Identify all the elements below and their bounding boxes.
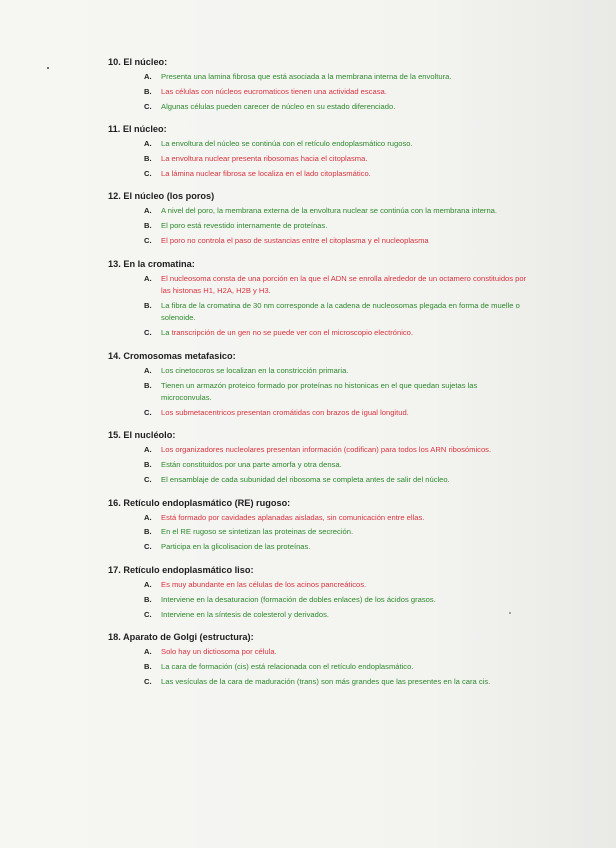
option-text: Están constituidos por una parte amorfa y otra densa. <box>161 460 342 470</box>
answer-option <box>108 579 528 591</box>
option-text: Participa en la glicolisacion de las proteínas. <box>161 542 311 552</box>
question-block <box>108 631 528 688</box>
question-block <box>108 564 528 621</box>
question-block <box>108 56 528 113</box>
option-text: Es muy abundante en las células de los acinos pancreáticos. <box>161 579 367 589</box>
option-letter: A. <box>144 273 152 283</box>
option-letter: A. <box>144 72 152 81</box>
option-text: A nivel del poro, la membrana externa de la envoltura nuclear se continúa con la membrana interna. <box>161 206 498 216</box>
answer-option <box>108 541 528 553</box>
answer-option <box>108 138 528 150</box>
answer-option <box>108 273 528 298</box>
answer-option <box>108 407 528 419</box>
question-title: 13. En la cromatina: <box>108 258 195 269</box>
question-title: 17. Retículo endoplasmático liso: <box>108 564 254 575</box>
option-text: Está formado por cavidades aplanadas aisladas, sin comunicación entre ellas. <box>161 512 425 522</box>
answer-option <box>108 661 528 673</box>
question-block <box>108 350 528 420</box>
option-letter: C. <box>144 236 152 246</box>
question-block <box>108 258 528 340</box>
option-text: Tienen un armazón proteico formado por proteínas no histonicas en el que quedan sujetas las microconvulas. <box>161 380 478 402</box>
option-letter: A. <box>144 139 152 149</box>
option-text: La lámina nuclear fibrosa se localiza en el lado citoplasmático. <box>161 169 371 179</box>
option-text: Interviene en la desaturacion (formación de dobles enlaces) de los ácidos grasos. <box>161 594 436 604</box>
option-text: Los organizadores nucleolares presentan información (codifican) para todos los ARN ribosómicos. <box>161 445 492 455</box>
option-letter: C. <box>144 328 152 338</box>
option-text: La <box>161 328 172 338</box>
answer-option <box>108 71 528 83</box>
option-text: transcripción de un gen no se puede ver con el microscopio electrónico. <box>171 328 414 338</box>
option-letter: C. <box>144 475 152 485</box>
answer-option <box>108 646 528 658</box>
answer-option <box>108 474 528 486</box>
option-text: Los submetacentricos presentan cromátidas con brazos de igual longitud. <box>161 407 409 417</box>
question-title: 15. El nucléolo: <box>108 430 176 441</box>
option-text: La cara de formación (cis) está relacionada con el retículo endoplasmático. <box>161 661 414 671</box>
option-letter: C. <box>144 542 152 552</box>
option-letter: B. <box>144 380 152 390</box>
option-text: Algunas células pueden carecer de núcleo en su estado diferenciado. <box>161 101 396 111</box>
answer-option <box>108 235 528 247</box>
option-letter: A. <box>144 579 152 589</box>
option-letter: A. <box>144 512 152 522</box>
option-letter: B. <box>144 594 152 604</box>
answer-option <box>108 526 528 538</box>
option-letter: C. <box>144 676 152 686</box>
question-title: 16. Retículo endoplasmático (RE) rugoso: <box>108 497 291 508</box>
option-text: En el RE rugoso se sintetizan las proteinas de secreción. <box>161 527 354 537</box>
question-title: 12. El núcleo (los poros) <box>108 191 215 202</box>
option-letter: A. <box>144 646 152 656</box>
question-list <box>108 56 528 698</box>
answer-option <box>108 444 528 456</box>
option-text: Interviene en la síntesis de colesterol y derivados. <box>161 609 329 619</box>
question-title: 10. El núcleo: <box>108 57 168 67</box>
option-letter: C. <box>144 407 152 417</box>
answer-option <box>108 101 528 113</box>
option-text: El poro no controla el paso de sustancias entre el citoplasma y el nucleoplasma <box>161 236 429 246</box>
answer-option <box>108 676 528 688</box>
option-text: La envoltura nuclear presenta ribosomas hacia el citoplasma. <box>161 154 368 164</box>
answer-option <box>108 327 528 339</box>
answer-option <box>108 153 528 165</box>
option-letter: C. <box>144 169 152 179</box>
option-text: El poro está revestido internamente de proteínas. <box>161 221 328 231</box>
option-text: Presenta una lamina fibrosa que está asociada a la membrana interna de la envoltura. <box>161 72 452 81</box>
option-text: La fibra de la cromatina de 30 nm corresponde a la cadena de nucleosomas plegada en forma de muelle o solenoide. <box>161 300 520 323</box>
answer-option <box>108 365 528 377</box>
question-block <box>108 497 528 554</box>
option-letter: A. <box>144 206 152 216</box>
answer-option <box>108 512 528 524</box>
answer-option <box>108 459 528 471</box>
option-letter: C. <box>144 101 152 111</box>
option-text: El nucleosoma consta de una porción en la que el ADN se enrolla alrededor de un octamero constituidos por las histonas H1, H2A, H2B y H3. <box>161 273 527 296</box>
option-letter: C. <box>144 609 152 619</box>
answer-option <box>108 205 528 217</box>
option-letter: B. <box>144 300 152 310</box>
option-letter: A. <box>144 445 152 455</box>
question-block <box>108 429 528 486</box>
option-letter: B. <box>144 527 152 537</box>
answer-option <box>108 220 528 232</box>
question-title: 18. Aparato de Golgi (estructura): <box>108 631 254 642</box>
option-letter: B. <box>144 86 152 96</box>
answer-option <box>108 168 528 180</box>
question-block <box>108 190 528 247</box>
answer-option <box>108 609 528 621</box>
answer-option <box>108 300 528 325</box>
answer-option <box>108 594 528 606</box>
question-block <box>108 123 528 180</box>
scan-dot <box>47 67 49 69</box>
option-letter: B. <box>144 221 152 231</box>
answer-option <box>108 380 528 405</box>
option-text: Solo hay un dictiosoma por célula. <box>161 646 277 656</box>
answer-option <box>108 86 528 98</box>
option-text: La envoltura del núcleo se continúa con el retículo endoplasmático rugoso. <box>161 139 413 149</box>
option-letter: B. <box>144 661 152 671</box>
option-letter: B. <box>144 460 152 470</box>
option-text: El ensamblaje de cada subunidad del ribosoma se completa antes de salir del núcleo. <box>161 475 450 485</box>
option-text: Las células con núcleos eucromaticos tienen una actividad escasa. <box>161 86 387 96</box>
question-title: 14. Cromosomas metafasico: <box>108 350 236 361</box>
question-title: 11. El núcleo: <box>108 124 167 135</box>
option-text: Las vesículas de la cara de maduración (trans) son más grandes que las presentes en la cara cis. <box>161 676 491 686</box>
option-text: Los cinetocoros se localizan en la constricción primaria. <box>161 365 349 375</box>
option-letter: A. <box>144 365 152 375</box>
option-letter: B. <box>144 154 152 164</box>
